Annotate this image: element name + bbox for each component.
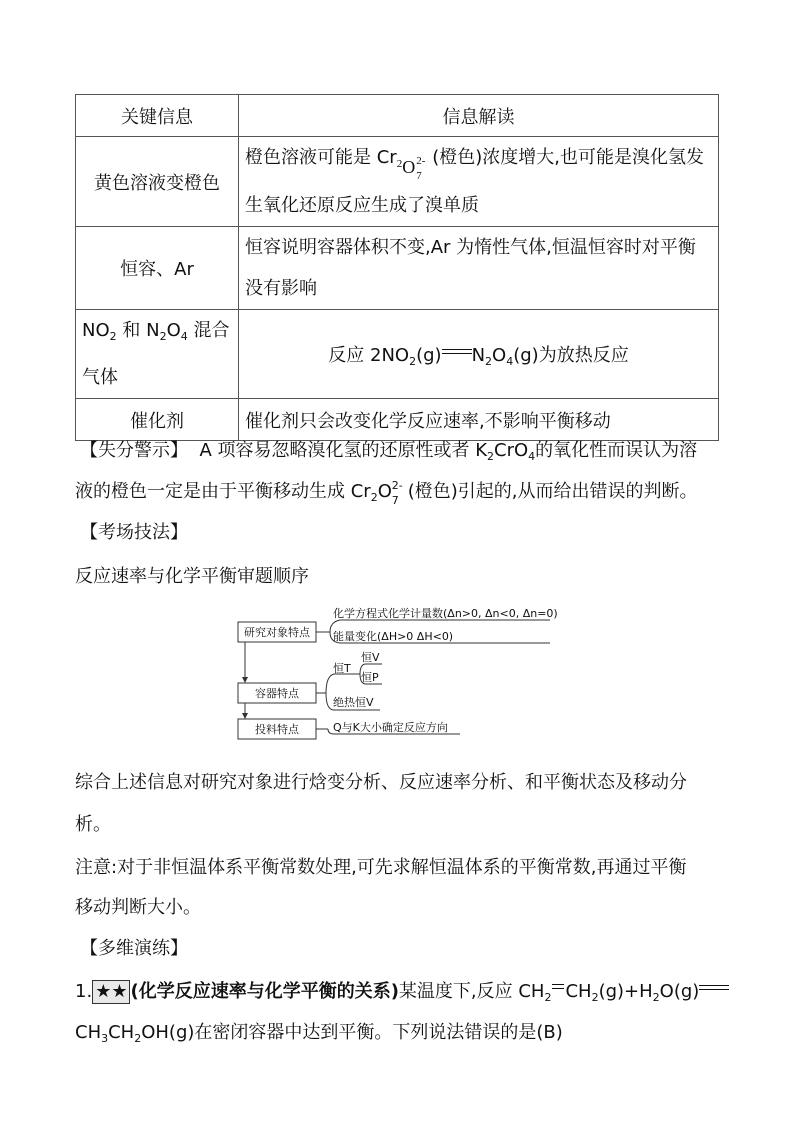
flow-diagram <box>230 600 570 750</box>
table-row <box>76 227 719 310</box>
warning-tag: 【失分警示】 <box>80 440 188 461</box>
row-key: 黄色溶液变橙色 <box>76 137 239 227</box>
practice-tag: 【多维演练】 <box>80 938 188 959</box>
question-number: 1. <box>75 981 93 1002</box>
dichromate-ion: O 2- 7 <box>377 479 403 507</box>
row-text: 橙色溶液可能是 $Cr_2$ O 2- 7 (橙色)浓度增大,也可能是溴化氢发 生氧化还原反应生成了溴单质 <box>239 137 719 227</box>
equilibrium-arrow-icon <box>699 983 729 993</box>
row-text: 恒容说明容器体积不变,Ar 为惰性气体,恒温恒容时对平衡 没有影响 <box>239 227 719 310</box>
technique-tag: 【考场技法】 <box>80 522 188 543</box>
table-header-row <box>76 95 719 137</box>
dichromate-ion: O 2- 7 <box>402 155 426 182</box>
branch-line-hengT <box>326 674 356 693</box>
box-feed-label: 投料特点 <box>255 723 299 736</box>
question-line-2: $CH_3CH_2OH(g)$在密闭容器中达到平衡。下列说法错误的是(B) <box>75 1022 563 1045</box>
box-research-object-label: 研究对象特点 <box>244 626 310 639</box>
summary-line-2: 析。 <box>75 814 111 835</box>
row-key: 恒容、Ar <box>76 227 239 310</box>
label-q-k: Q与K大小确定反应方向 <box>333 721 448 734</box>
key-info-table <box>75 94 719 441</box>
technique-subtitle: 反应速率与化学平衡审题顺序 <box>75 566 309 587</box>
label-heng-t: 恒T <box>333 662 351 675</box>
note-line-2: 移动判断大小。 <box>75 897 201 918</box>
warning-line-1: 【失分警示】 A 项容易忽略溴化氢的还原性或者 $K_2CrO_4$的氧化性而误认为溶 <box>80 440 698 463</box>
label-heng-v: 恒V <box>361 651 380 664</box>
difficulty-stars-icon: ★★ <box>92 980 130 1004</box>
summary-line-1: 综合上述信息对研究对象进行焓变分析、反应速率分析、和平衡状态及移动分 <box>75 772 687 793</box>
note-line-1: 注意:对于非恒温体系平衡常数处理,可先求解恒温体系的平衡常数,再通过平衡 <box>75 857 687 878</box>
row-key: 催化剂 <box>76 399 239 441</box>
table-row <box>76 137 719 227</box>
header-key-info: 关键信息 <box>76 95 239 137</box>
label-heng-p: 恒P <box>361 671 379 684</box>
box-container-label: 容器特点 <box>255 687 299 700</box>
table-row <box>76 310 719 399</box>
row-text: 催化剂只会改变化学反应速率,不影响平衡移动 <box>239 399 719 441</box>
branch-stoich: 化学方程式化学计量数(Δn>0, Δn<0, Δn=0) <box>333 607 558 620</box>
row-key: $NO_2$ 和 $N_2O_4$ 混合 气体 <box>76 310 239 399</box>
label-adiabatic: 绝热恒V <box>333 696 374 709</box>
question-line-1: 1. ★★ (化学反应速率与化学平衡的关系)某温度下,反应 $CH_2$ $CH_2(g)+H_2O(g)$ <box>75 980 729 1009</box>
question-topic: (化学反应速率与化学平衡的关系) <box>130 981 399 1002</box>
warning-line-2: 液的橙色一定是由于平衡移动生成 $Cr_2$ O 2- 7 (橙色)引起的,从而给出错误的判断。 <box>75 479 698 507</box>
row-text: 反应 $2NO_2(g)$ $N_2O_4(g)$为放热反应 <box>239 310 719 399</box>
header-interpretation: 信息解读 <box>239 95 719 137</box>
arrowhead-icon <box>242 677 248 683</box>
branch-energy: 能量变化(ΔH>0 ΔH<0) <box>333 630 454 643</box>
table-row <box>76 399 719 441</box>
equilibrium-arrow-icon <box>442 347 472 357</box>
arrowhead-icon <box>242 713 248 719</box>
